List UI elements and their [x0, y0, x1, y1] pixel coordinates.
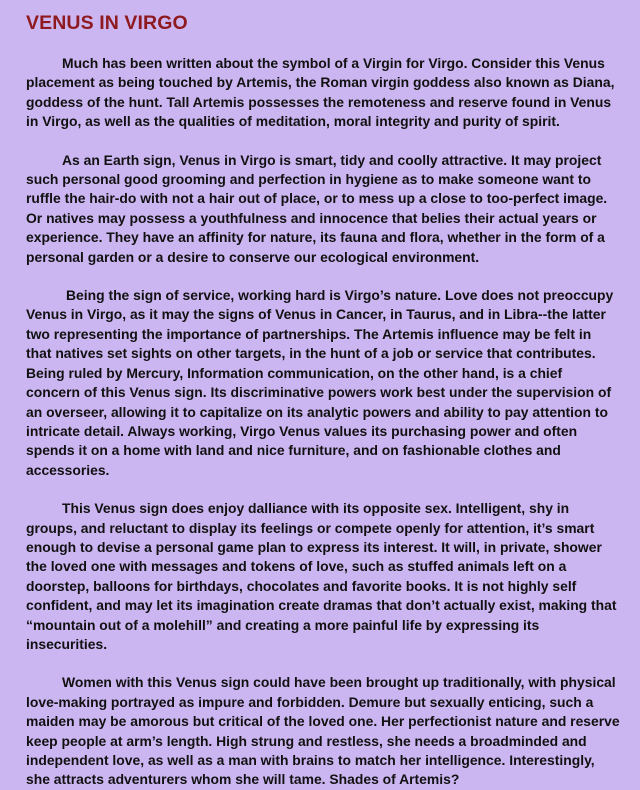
- paragraph-virgin-symbol: Much has been written about the symbol of a Virgin for Virgo. Consider this Venus placement as being touched by Artemis, the Roman virgin goddess also known as Diana, goddess of the hunt. Tall Artemis possesses the remoteness and reserve found in Venus in Virgo, as well as the qualities of meditation, moral integrity and purity of spirit.: [26, 55, 615, 130]
- paragraph-service: Being the sign of service, working hard is Virgo’s nature. Love does not preoccupy Venus in Virgo, as it may the signs of Venus in Cancer, in Taurus, and in Libra--the latter two representing the importance of partnerships. The Artemis influence may be felt in that natives set sights on other targets, in the hunt of a job or service that contributes. Being ruled by Mercury, Information communication, on the other hand, is a chief concern of this Venus sign. Its discriminative powers work best under the supervision of an overseer, allowing it to capitalize on its analytic powers and ability to pay attention to intricate detail. Always working, Virgo Venus values its purchasing power and often spends it on a home with land and nice furniture, and on fashionable clothes and accessories.: [26, 287, 614, 478]
- paragraph-earth-sign: As an Earth sign, Venus in Virgo is smart, tidy and coolly attractive. It may project such personal good grooming and perfection in hygiene as to make someone want to ruffle the hair-do with not a hair out of place, or to mess up a close to too-perfect image. Or natives may possess a youthfulness and innocence that belies their actual years or experience. They have an affinity for nature, its fauna and flora, whether in the form of a personal garden or a desire to conserve our ecological environment.: [26, 151, 608, 265]
- paragraph-dalliance: This Venus sign does enjoy dalliance with its opposite sex. Intelligent, shy in groups, and reluctant to display its feelings or compete openly for attention, it’s smart enough to devise a personal game plan to express its interest. It will, in private, shower the loved one with messages and tokens of love, such as stuffed animals left on a doorstep, balloons for birthdays, chocolates and favorite books. It is not highly self confident, and may let its imagination create dramas that don’t actually exist, making that “mountain out of a molehill” and creating a more painful life by expressing its insecurities.: [26, 500, 617, 652]
- paragraph-women: Women with this Venus sign could have been brought up traditionally, with physical love-making portrayed as impure and forbidden. Demure but sexually enticing, such a maiden may be amorous but critical of the loved one. Her perfectionist nature and reserve keep people at arm’s length. High strung and restless, she needs a broadminded and independent love, as well as a man with brains to match her intelligence. Interestingly, she attracts adventurers whom she will tame. Shades of Artemis?: [26, 674, 620, 788]
- page-title: VENUS IN VIRGO: [26, 12, 188, 34]
